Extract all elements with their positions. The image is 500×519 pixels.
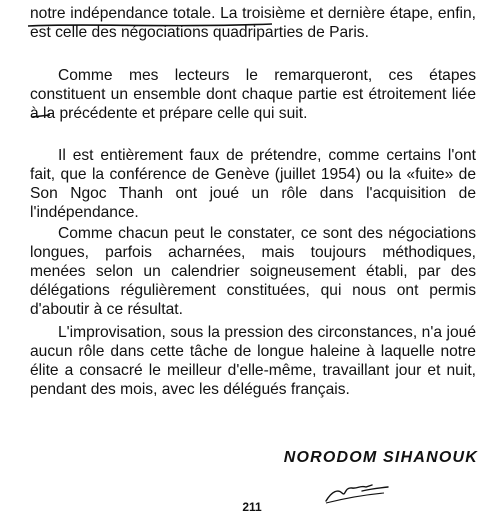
page-number: 211 [242, 500, 262, 514]
paragraph-4: Comme chacun peut le constater, ce sont des négociations longues, parfois acharnées, mais toujours méthodiques, menées selon un calendrier soigneusement établi, par des délégations régulièrement constituées, qui nous ont permis d'aboutir à ce résultat. [30, 225, 476, 318]
paragraph-2: Comme mes lecteurs le remarqueront, ces étapes constituent un ensemble dont chaque partie est étroitement liée à la précédente et prépare celle qui suit. [30, 67, 476, 122]
paragraph-3: Il est entièrement faux de prétendre, comme certains l'ont fait, que la conférence de Genève (juillet 1954) ou la «fuite» de Son Ngoc Thanh ont joué un rôle dans l'acquisition de l'indépendance. [30, 147, 476, 221]
author-signature-name: NORODOM SIHANOUK [283, 449, 478, 466]
paragraph-1: notre indépendance totale. La troisième et dernière étape, enfin, est celle des négociations quadriparties de Paris. [30, 5, 476, 41]
paragraph-5: L'improvisation, sous la pression des circonstances, n'a joué aucun rôle dans cette tâche de longue haleine à laquelle notre élite a consacré le meilleur d'elle-même, travaillant jour et nuit, pendant des mois, avec les délégués français. [30, 324, 476, 398]
handwritten-signature-icon [322, 479, 392, 505]
